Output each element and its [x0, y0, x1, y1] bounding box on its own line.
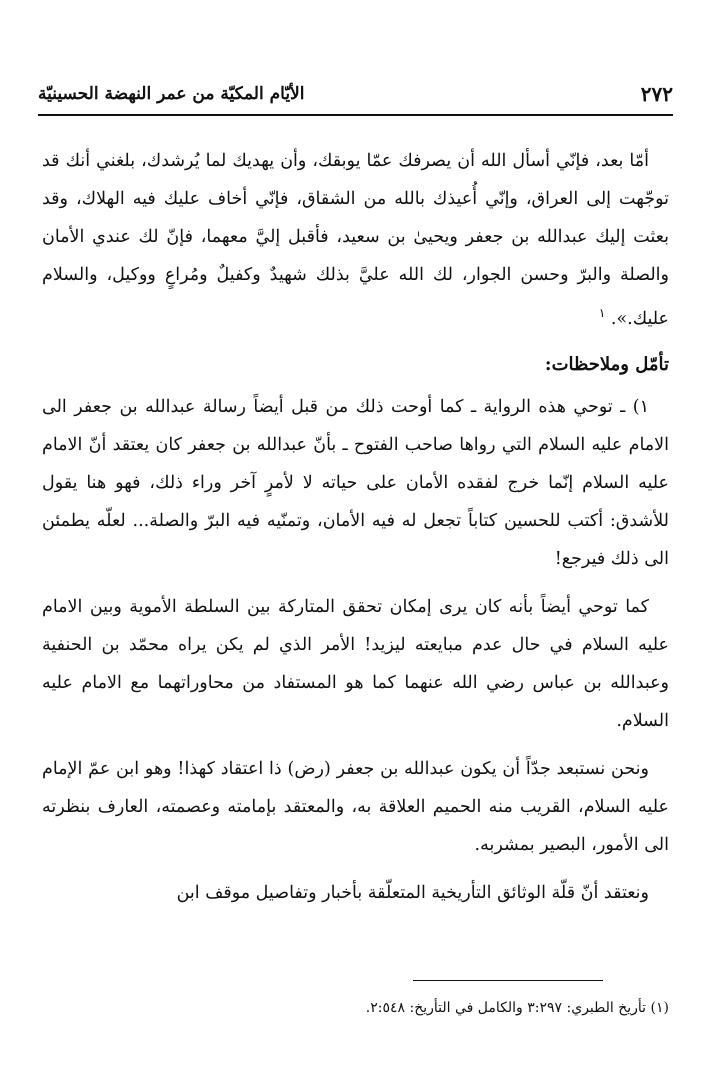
footnote-divider — [413, 980, 603, 981]
note-paragraph: ونعتقد أنّ قلّة الوثائق التأريخية المتعلّقة بأخبار وتفاصيل موقف ابن — [176, 882, 649, 903]
footnote: (١) تأريخ الطبري: ٣:٢٩٧ والكامل في التأريخ: ٢:٥٤٨. — [365, 1000, 669, 1016]
running-title: الأيّام المكيّة من عمر النهضة الحسينيّة — [38, 84, 305, 104]
note-paragraph: ١) ـ توحي هذه الرواية ـ كما أوحت ذلك من قبل أيضاً رسالة عبدالله بن جعفر الى الامام عليه السلام التي رواها صاحب الفتوح ـ بأنّ عبدالله بن جعفر كان يعتقد أنّ الامام عليه السلام إنّما خرج لفقده الأمان على حياته لا لأمرٍ آخر وراء ذلك، فهو هنا يقول للأشدق: أكتب للحسين كتاباً تجعل له فيه الأمان، وتمنّيه فيه البرّ والصلة... لعلّه يطمئن الى ذلك فيرجع! — [42, 396, 669, 569]
section-heading: تأمّل وملاحظات: — [544, 353, 669, 375]
header-divider — [38, 114, 673, 116]
footnote-marker: ١ — [598, 306, 606, 320]
page-number: ٢٧٢ — [640, 82, 673, 106]
note-paragraph: كما توحي أيضاً بأنه كان يرى إمكان تحقق المتاركة بين السلطة الأموية وبين الامام عليه السلام في حال عدم مبايعته ليزيد! الأمر الذي لم يكن يراه محمّد بن الحنفية وعبدالله بن عباس رضي الله عنهما كما هو المستفاد من محاوراتهما مع الامام عليه السلام. — [42, 596, 669, 731]
page-header — [38, 78, 673, 110]
body-text — [42, 142, 669, 912]
letter-paragraph — [42, 142, 669, 338]
note-paragraph: ونحن نستبعد جدّاً أن يكون عبدالله بن جعفر (رض) ذا اعتقاد كهذا! وهو ابن عمّ الإمام عليه السلام، القريب منه الحميم العلاقة به، والمعتقد بإمامته وعصمته، العارف بنظرته الى الأمور، البصير بمشربه. — [42, 758, 669, 855]
letter-text: أمّا بعد، فإنّي أسأل الله أن يصرفك عمّا يوبقك، وأن يهديك لما يُرشدك، بلغني أنك قد توجّهت إلى العراق، وإنّي أُعيذك بالله من الشقاق، فإنّي أخاف عليك فيه الهلاك، وقد بعثت إليك عبدالله بن جعفر ويحيىٰ بن سعيد، فأقبل إليَّ معهما، فإنّ لك عندي الأمان والصلة والبرّ وحسن الجوار، لك الله عليَّ بذلك شهيدٌ وكفيلٌ ومُراعٍ ووكيل، والسلام عليك.». — [42, 151, 669, 329]
